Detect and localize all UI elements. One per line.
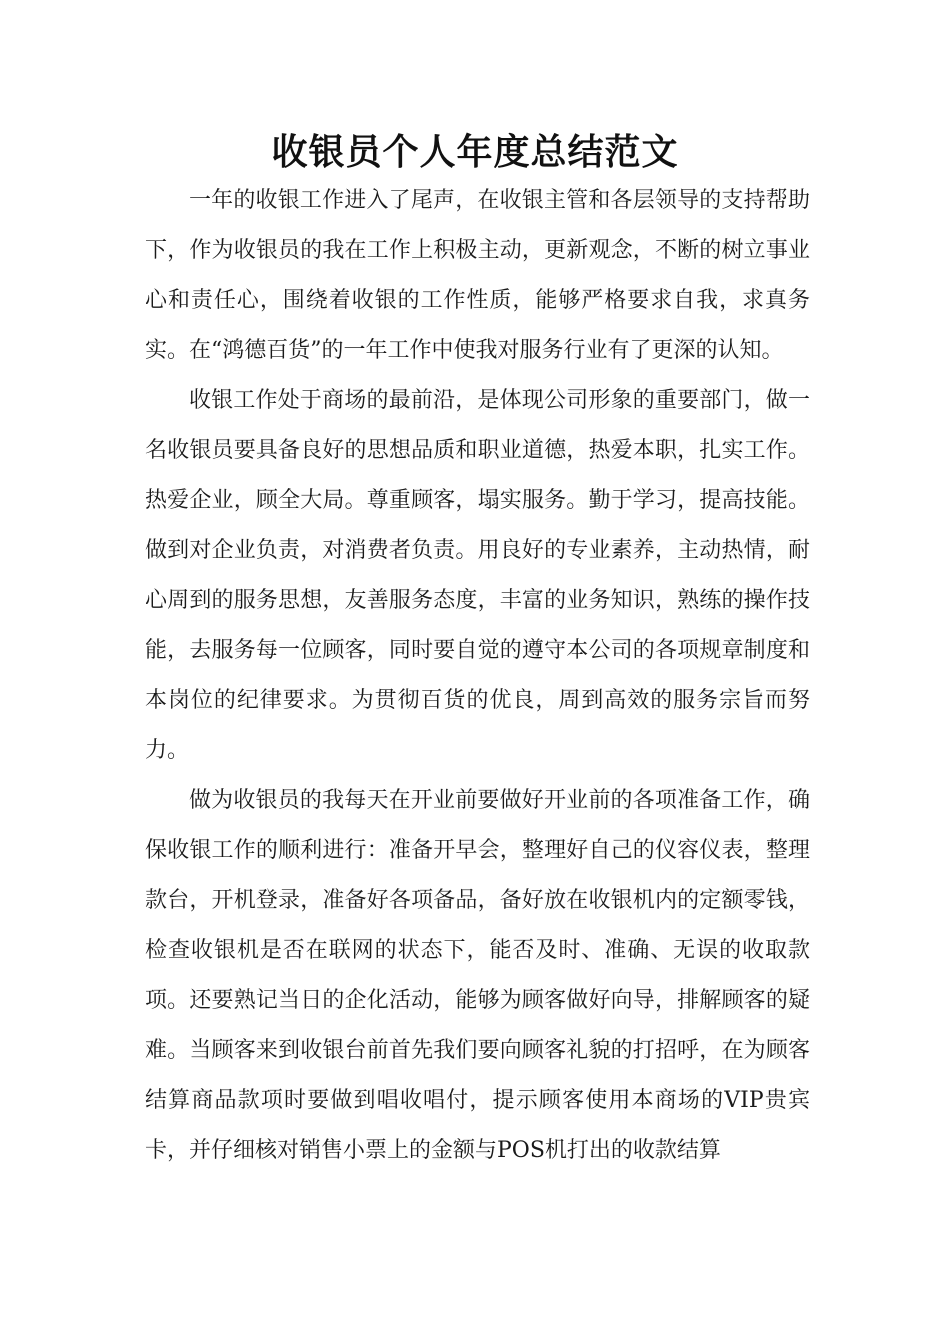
document-title: 收银员个人年度总结范文: [271, 131, 679, 173]
paragraph-3: 做为收银员的我每天在开业前要做好开业前的各项准备工作，确保收银工作的顺利进行：准备开早会，整理好自己的仪容仪表，整理款台，开机登录，准备好各项备品，备好放在收银机内的定额零钱，检查收银机是否在联网的状态下，能否及时、准确、无误的收取款项。还要熟记当日的企化活动，能够为顾客做好向导，排解顾客的疑难。当顾客来到收银台前首先我们要向顾客礼貌的打招呼，在为顾客结算商品款项时要做到唱收唱付，提示顾客使用本商场的VIP贵宾卡，并仔细核对销售小票上的金额与POS机打出的收款结算: [145, 788, 810, 1163]
paragraph-1: 一年的收银工作进入了尾声，在收银主管和各层领导的支持帮助下，作为收银员的我在工作上积极主动，更新观念，不断的树立事业心和责任心，围绕着收银的工作性质，能够严格要求自我，求真务实。在“鸿德百货”的一年工作中使我对服务行业有了更深的认知。: [145, 188, 810, 363]
document-body: [145, 176, 810, 1176]
paragraph-2: 收银工作处于商场的最前沿，是体现公司形象的重要部门，做一名收银员要具备良好的思想品质和职业道德，热爱本职，扎实工作。热爱企业，顾全大局。尊重顾客，塌实服务。勤于学习，提高技能。做到对企业负责，对消费者负责。用良好的专业素养，主动热情，耐心周到的服务思想，友善服务态度，丰富的业务知识，熟练的操作技能，去服务每一位顾客，同时要自觉的遵守本公司的各项规章制度和本岗位的纪律要求。为贯彻百货的优良，周到高效的服务宗旨而努力。: [145, 388, 810, 763]
